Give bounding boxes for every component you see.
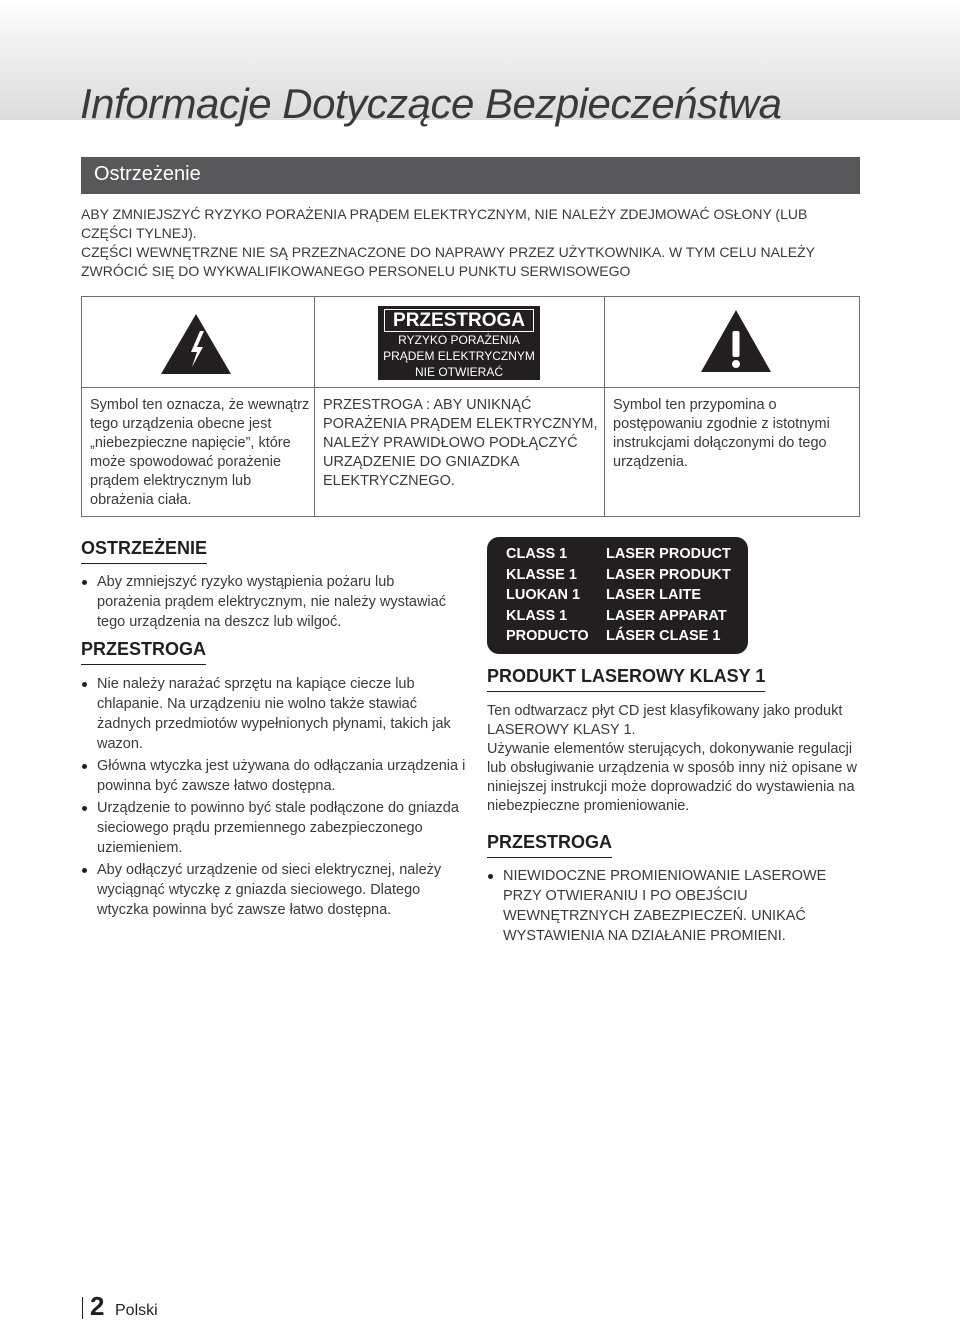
paragraph: Używanie elementów sterujących, dokonywanie regulacji lub obsługiwanie urządzenia w sposób inny niż opisane w niniejszej instrukcji może doprowadzić do wystawienia na niebezpieczne promieniowanie. bbox=[487, 741, 857, 814]
list-item: Aby odłączyć urządzenie od sieci elektrycznej, należy wyciągnąć wtyczkę z gniazda sieciowego. Dlatego wtyczka powinna być zawsze łatwo dostępna. bbox=[81, 860, 466, 920]
table-divider bbox=[314, 297, 315, 516]
laser-caution-heading: PRZESTROGA bbox=[487, 832, 612, 858]
laser-label-product: LÁSER CLASE 1 bbox=[606, 628, 721, 644]
laser-label-row bbox=[506, 544, 731, 565]
list-item: NIEWIDOCZNE PROMIENIOWANIE LASEROWE PRZY OTWIERANIU I PO OBEJŚCIU WEWNĘTRZNYCH ZABEZPIECZEŃ. UNIKAĆ WYSTAWIENIA NA DZIAŁANIE PROMIENI. bbox=[487, 866, 867, 946]
laser-caution-list bbox=[487, 866, 867, 948]
caution-label bbox=[378, 306, 540, 380]
page-number: 2 bbox=[90, 1291, 105, 1321]
paragraph: Ten odtwarzacz płyt CD jest klasyfikowany jako produkt LASEROWY KLASY 1. bbox=[487, 703, 843, 738]
laser-label-product: LASER PRODUKT bbox=[606, 566, 731, 583]
laser-label-class: KLASS 1 bbox=[506, 607, 568, 624]
list-item: Urządzenie to powinno być stale podłączone do gniazda sieciowego prądu przemiennego zabezpieczonego uziemieniem. bbox=[81, 798, 466, 858]
exclaim-symbol-text: Symbol ten przypomina o postępowaniu zgodnie z istotnymi instrukcjami dołączonymi do tego urządzenia. bbox=[613, 397, 830, 470]
page-title: Informacje Dotyczące Bezpieczeństwa bbox=[80, 80, 782, 127]
laser-label-row bbox=[506, 585, 731, 606]
list-item: Aby zmniejszyć ryzyko wystąpienia pożaru lub porażenia prądem elektrycznym, nie należy wystawiać tego urządzenia na deszcz lub wilgoć. bbox=[81, 572, 461, 632]
exclamation-triangle-icon bbox=[700, 309, 772, 373]
caution-label-title: PRZESTROGA bbox=[384, 309, 534, 332]
laser-label-table bbox=[506, 544, 731, 647]
caution-heading: PRZESTROGA bbox=[81, 639, 206, 665]
symbol-table bbox=[81, 296, 860, 517]
laser-label-row bbox=[506, 626, 731, 647]
laser-label-product: LASER PRODUCT bbox=[606, 546, 731, 562]
intro-line: CZĘŚCI WEWNĘTRZNE NIE SĄ PRZEZNACZONE DO NAPRAWY PRZEZ UŻYTKOWNIKA. W TYM CELU NALEŻY ZWRÓCIĆ SIĘ DO WYKWALIFIKOWANEGO PERSONELU PUNKTU SERWISOWEGO bbox=[81, 244, 815, 279]
footer-divider bbox=[82, 1297, 83, 1319]
table-divider bbox=[604, 297, 605, 516]
caution-label-line: NIE OTWIERAĆ bbox=[414, 365, 503, 379]
laser-label-product: LASER APPARAT bbox=[606, 607, 727, 624]
laser-label-class: PRODUCTO bbox=[506, 628, 589, 644]
warning-heading: OSTRZEŻENIE bbox=[81, 538, 207, 564]
warning-list bbox=[81, 572, 461, 634]
list-item: Główna wtyczka jest używana do odłączania urządzenia i powinna być zawsze łatwo dostępna. bbox=[81, 756, 466, 796]
warning-intro bbox=[81, 205, 861, 281]
page-language: Polski bbox=[115, 1302, 158, 1319]
laser-class-label bbox=[487, 537, 748, 654]
laser-label-row bbox=[506, 606, 731, 627]
caution-label-line: PRĄDEM ELEKTRYCZNYM bbox=[383, 349, 535, 363]
section-title: Ostrzeżenie bbox=[94, 163, 201, 185]
laser-label-class: CLASS 1 bbox=[506, 546, 568, 562]
caution-label-line: RYZYKO PORAŻENIA bbox=[398, 333, 520, 347]
laser-description bbox=[487, 702, 862, 816]
laser-label-class: KLASSE 1 bbox=[506, 566, 577, 583]
caution-list bbox=[81, 674, 466, 922]
laser-label-product: LASER LAITE bbox=[606, 587, 702, 603]
laser-label-row bbox=[506, 565, 731, 586]
list-item: Nie należy narażać sprzętu na kapiące ciecze lub chlapanie. Na urządzeniu nie wolno także stawiać żadnych przedmiotów wypełnionych płynami, takich jak wazon. bbox=[81, 674, 466, 754]
caution-symbol-text: PRZESTROGA : ABY UNIKNĄĆ PORAŻENIA PRĄDEM ELEKTRYCZNYM, NALEŻY PRAWIDŁOWO PODŁĄCZYĆ URZĄDZENIE DO GNIAZDKA ELEKTRYCZNEGO. bbox=[323, 397, 598, 489]
section-bar bbox=[81, 157, 860, 194]
intro-line: ABY ZMNIEJSZYĆ RYZYKO PORAŻENIA PRĄDEM ELEKTRYCZNYM, NIE NALEŻY ZDEJMOWAĆ OSŁONY (LUB CZĘŚCI TYLNEJ). bbox=[81, 206, 808, 241]
table-divider bbox=[82, 387, 859, 388]
lightning-bolt-triangle-icon bbox=[160, 313, 232, 375]
laser-label-class: LUOKAN 1 bbox=[506, 587, 581, 603]
laser-heading: PRODUKT LASEROWY KLASY 1 bbox=[487, 666, 765, 692]
bolt-symbol-text: Symbol ten oznacza, że wewnątrz tego urządzenia obecne jest „niebezpieczne napięcie”, które może spowodować porażenie prądem elektrycznym lub obrażenia ciała. bbox=[90, 397, 310, 508]
